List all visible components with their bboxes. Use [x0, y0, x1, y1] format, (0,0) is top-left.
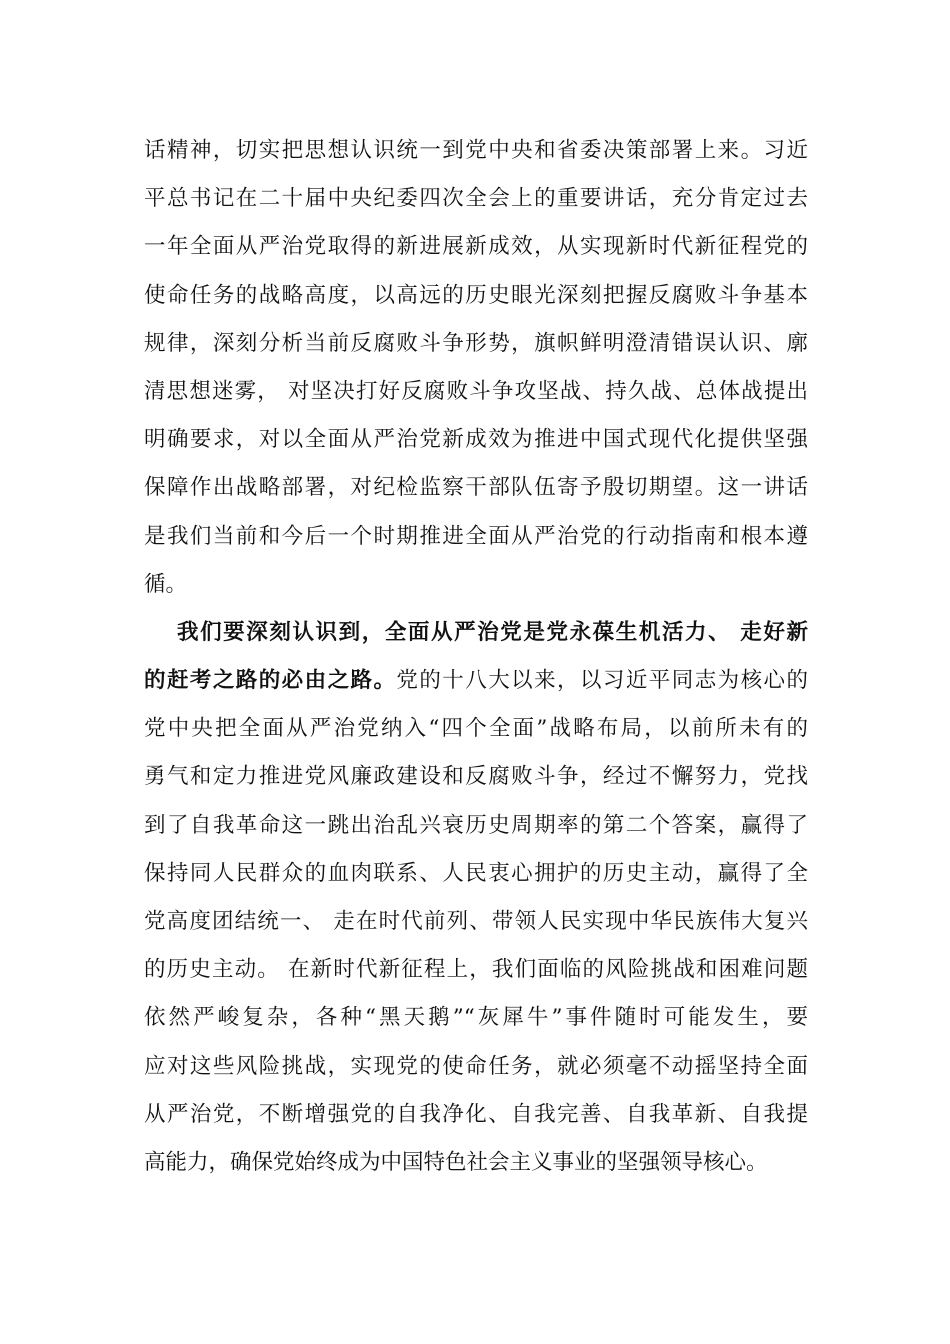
document-body	[144, 127, 808, 1187]
paragraph-line: 明确要求，对以全面从严治党新成效为推进中国式现代化提供坚强	[144, 427, 808, 453]
paragraph-line: 清思想迷雾， 对坚决打好反腐败斗争攻坚战、持久战、总体战提出	[144, 378, 808, 404]
paragraph-line: 保持同人民群众的血肉联系、人民衷心拥护的历史主动，赢得了全	[144, 860, 808, 886]
paragraph-2	[144, 609, 808, 1187]
paragraph-line: 高能力，确保党始终成为中国特色社会主义事业的坚强领导核心。	[144, 1149, 768, 1175]
paragraph-line-rest: 党的十八大以来，以习近平同志为核心的	[396, 668, 808, 694]
paragraph-line: 应对这些风险挑战，实现党的使命任务，就必须毫不动摇坚持全面	[144, 1053, 808, 1079]
paragraph-line: 规律，深刻分析当前反腐败斗争形势，旗帜鲜明澄清错误认识、廓	[144, 330, 808, 356]
paragraph-line: 党中央把全面从严治党纳入“四个全面”战略布局，以前所未有的	[144, 716, 808, 742]
paragraph-line: 保障作出战略部署，对纪检监察干部队伍寄予殷切期望。这一讲话	[144, 475, 808, 501]
paragraph-line: 从严治党，不断增强党的自我净化、自我完善、自我革新、自我提	[144, 1101, 808, 1127]
paragraph-1	[144, 127, 808, 609]
paragraph-line: 勇气和定力推进党风廉政建设和反腐败斗争，经过不懈努力，党找	[144, 764, 808, 790]
paragraph-heading-line: 我们要深刻认识到，全面从严治党是党永葆生机活力、 走好新	[177, 619, 808, 645]
paragraph-line: 是我们当前和今后一个时期推进全面从严治党的行动指南和根本遵	[144, 523, 808, 549]
paragraph-line: 使命任务的战略高度，以高远的历史眼光深刻把握反腐败斗争基本	[144, 282, 808, 308]
paragraph-line: 依然严峻复杂，各种“黑天鹅”“灰犀牛”事件随时可能发生，要	[144, 1005, 808, 1031]
paragraph-line: 话精神，切实把思想认识统一到党中央和省委决策部署上来。习近	[144, 138, 808, 163]
paragraph-line: 到了自我革命这一跳出治乱兴衰历史周期率的第二个答案，赢得了	[144, 812, 808, 838]
paragraph-line: 一年全面从严治党取得的新进展新成效，从实现新时代新征程党的	[144, 234, 808, 260]
paragraph-line: 平总书记在二十届中央纪委四次全会上的重要讲话，充分肯定过去	[144, 186, 808, 212]
paragraph-line: 的历史主动。 在新时代新征程上，我们面临的风险挑战和困难问题	[144, 957, 808, 983]
paragraph-line: 循。	[144, 571, 188, 597]
paragraph-line	[144, 657, 808, 705]
paragraph-line: 党高度团结统一、 走在时代前列、带领人民实现中华民族伟大复兴	[144, 909, 808, 934]
paragraph-heading-end: 的赶考之路的必由之路。	[144, 668, 397, 694]
